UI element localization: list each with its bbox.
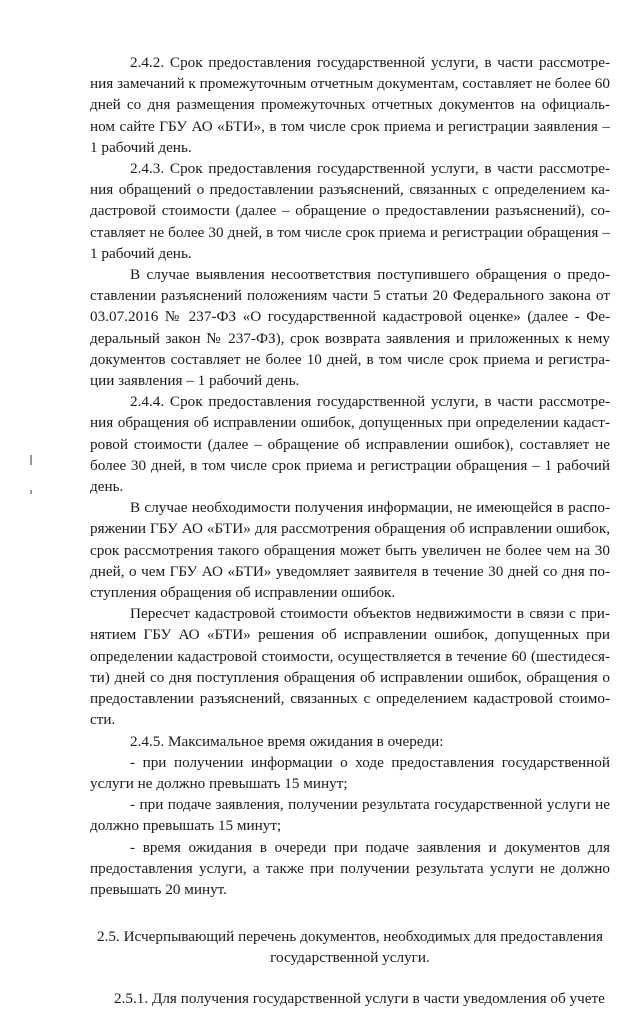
paragraph-2-4-2: 2.4.2. Срок предоставления государственной услуги, в части рассмотрения замечаний к промежуточным отчетным документам, составляет не более 60 дней со дня размещения промежуточных отчетных документов на официальном сайте ГБУ АО «БТИ», в том числе срок приема и регистрации заявления – 1 рабочий день. bbox=[90, 54, 610, 156]
scan-mark-top bbox=[30, 455, 32, 465]
paragraph-info-extension: В случае необходимости получения информации, не имеющейся в распоряжении ГБУ АО «БТИ» для рассмотрения обращения об исправлении ошибок, срок рассмотрения такого обращения может быть увеличен не более чем на 30 дней, о чем ГБУ АО «БТИ» уведомляет заявителя в течение 30 дней со дня поступления обращения об исправлении ошибок. bbox=[90, 499, 610, 602]
list-item: - при подаче заявления, получении результата государственной услуги не должно превышать 15 минут; bbox=[90, 796, 610, 835]
list-item: - при получении информации о ходе предоставления государственной услуги не должно превышать 15 минут; bbox=[90, 753, 610, 792]
document-page bbox=[90, 52, 610, 1009]
paragraph-2-4-5: 2.4.5. Максимальное время ожидания в очереди: bbox=[130, 732, 444, 750]
paragraph-2-4-4: 2.4.4. Срок предоставления государственной услуги, в части рассмотрения обращения об исправлении ошибок, допущенных при определении кадастровой стоимости (далее – обращение об исправлении ошибок), составляет не более 30 дней, в том числе срок приема и регистрации обращения – 1 рабочий день. bbox=[90, 393, 610, 496]
section-heading-2-5: 2.5. Исчерпывающий перечень документов, необходимых для предоставления государственной услуги. bbox=[96, 928, 604, 967]
paragraph-2-5-1: 2.5.1. Для получения государственной услуги в части уведомления об учете bbox=[114, 990, 605, 1008]
paragraph-mismatch: В случае выявления несоответствия поступившего обращения о предоставлении разъяснений положениям части 5 статьи 20 Федерального закона от 03.07.2016 № 237-ФЗ «О государственной кадастровой оценке» (далее - Федеральный закон № 237-ФЗ), срок возврата заявления и приложенных к нему документов составляет не более 10 дней, в том числе срок приема и регистрации заявления – 1 рабочий день. bbox=[90, 266, 610, 390]
scan-mark-bottom bbox=[30, 490, 32, 494]
paragraph-recalculation: Пересчет кадастровой стоимости объектов недвижимости в связи с принятием ГБУ АО «БТИ» решения об исправлении ошибок, допущенных при определении кадастровой стоимости, осуществляется в течение 60 (шестидесяти) дней со дня поступления обращения об исправлении ошибок, обращения о предоставлении разъяснений, связанных с определением кадастровой стоимости. bbox=[90, 605, 610, 729]
list-item: - время ожидания в очереди при подаче заявления и документов для предоставления услуги, а также при получении результата услуги не должно превышать 20 минут. bbox=[90, 838, 610, 898]
paragraph-2-4-3: 2.4.3. Срок предоставления государственной услуги, в части рассмотрения обращений о предоставлении разъяснений, связанных с определением кадастровой стоимости (далее – обращение о предоставлении разъяснений), составляет не более 30 дней, в том числе срок приема и регистрации обращения – 1 рабочий день. bbox=[90, 160, 610, 262]
